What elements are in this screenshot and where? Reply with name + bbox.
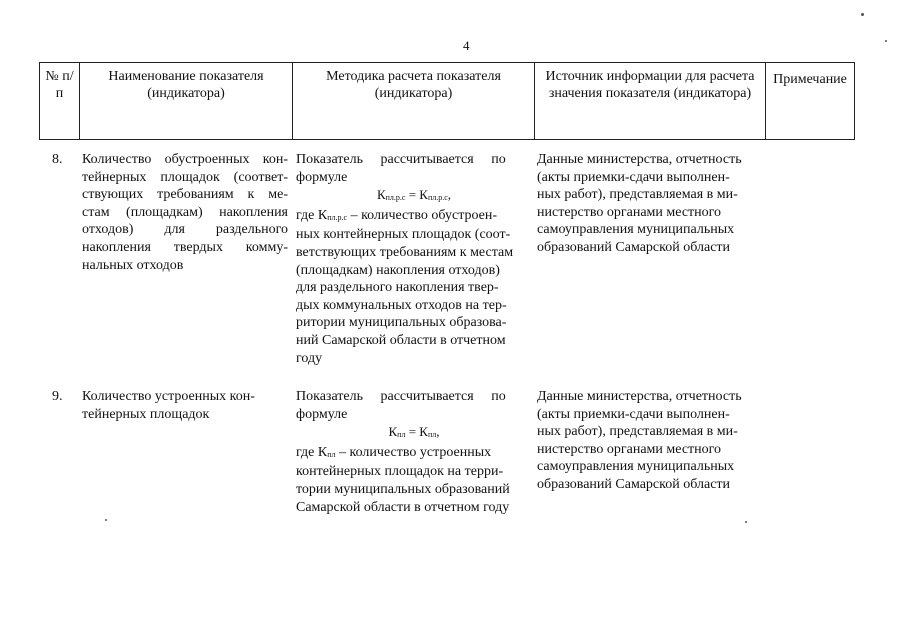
row-8-method-line: ных контейнерных площадок (соот- — [296, 227, 511, 243]
row-8-name-line: стам (площадкам) накопления — [82, 204, 288, 220]
row-8-name — [82, 151, 288, 274]
row-9-method — [296, 388, 532, 516]
row-9-source-line: самоуправления муниципальных — [537, 459, 735, 475]
header-num: № п/п — [40, 63, 80, 140]
row-8-name-line: Количество обустроенных кон- — [82, 152, 288, 167]
page-number: 4 — [463, 38, 470, 53]
row-8-method-line: ветствующих требованиям к местам — [296, 244, 514, 260]
row-8-method-line: для раздельного накопления твер- — [296, 280, 499, 296]
row-8-source — [537, 151, 765, 257]
scan-speck — [745, 521, 747, 523]
header-source: Источник информации для расчета значения показателя (индикатора) — [535, 63, 766, 140]
row-8-method-line: ний Самарской области в отчетном — [296, 332, 506, 348]
row-8-source-line: самоуправления муниципальных — [537, 222, 735, 238]
row-8-source-line: нистерство органами местного — [537, 204, 722, 220]
row-9-name-line: Количество устроенных кон- — [82, 389, 255, 404]
row-8-source-line: образований Самарской области — [537, 239, 731, 255]
row-8-method-intro: формуле — [296, 169, 348, 185]
row-8-name-line: накопления твердых комму- — [82, 239, 288, 255]
header-note: Примечание — [766, 63, 855, 140]
row-9-source-line: (акты приемки-сдачи выполнен- — [537, 406, 730, 422]
row-8-num: 8. — [52, 152, 63, 167]
row-9-source-line: нистерство органами местного — [537, 441, 722, 457]
row-8-method-line: (площадкам) накопления отходов) — [296, 262, 500, 278]
row-9-method-line: контейнерных площадок на терри- — [296, 464, 504, 480]
header-name: Наименование показателя (индикатора) — [80, 63, 293, 140]
row-8-name-line: тейнерных площадок (соответ- — [82, 169, 288, 185]
scan-speck — [861, 13, 864, 16]
scan-speck — [885, 40, 887, 42]
row-8-formula: $К_{пл.р.с} = К_{пл.р.с}$, — [376, 187, 452, 203]
row-9-source — [537, 388, 765, 494]
row-8-source-line: ных работ), представляемая в ми- — [537, 187, 738, 203]
header-method: Методика расчета показателя (индикатора) — [293, 63, 535, 140]
row-9-name-line: тейнерных площадок — [82, 406, 210, 422]
row-8-source-line: Данные министерства, отчетность — [537, 152, 742, 167]
row-9-source-line: образований Самарской области — [537, 476, 731, 492]
table-header — [39, 62, 855, 140]
row-9-method-intro: Показатель рассчитывается по — [296, 389, 506, 404]
row-9-method-line: где $К_{пл}$ – количество устроенных — [296, 444, 492, 460]
row-9-method-intro: формуле — [296, 406, 348, 422]
row-8-name-line: отходов) для раздельного — [82, 222, 288, 238]
row-8-method-line: ритории муниципальных образова- — [296, 315, 507, 331]
row-9-source-line: Данные министерства, отчетность — [537, 389, 742, 404]
row-9-method-line: тории муниципальных образований — [296, 481, 510, 497]
row-9-source-line: ных работ), представляемая в ми- — [537, 424, 738, 440]
row-8-source-line: (акты приемки-сдачи выполнен- — [537, 169, 730, 185]
row-8-method-line: году — [296, 350, 323, 366]
row-9-name — [82, 388, 288, 423]
scan-speck — [105, 519, 107, 521]
row-9-formula: $К_{пл} = К_{пл}$, — [388, 424, 440, 440]
row-8-method-line: дых коммунальных отходов на тер- — [296, 297, 507, 313]
row-9-method-line: Самарской области в отчетном году — [296, 499, 510, 515]
row-8-method-intro: Показатель рассчитывается по — [296, 152, 506, 167]
row-8-name-line: нальных отходов — [82, 257, 184, 273]
row-8-name-line: ствующих требованиям к ме- — [82, 187, 288, 203]
row-8-method — [296, 151, 532, 367]
row-8-method-line: где $К_{пл.р.с}$ – количество обустроен- — [296, 207, 498, 223]
row-9-num: 9. — [52, 389, 63, 404]
